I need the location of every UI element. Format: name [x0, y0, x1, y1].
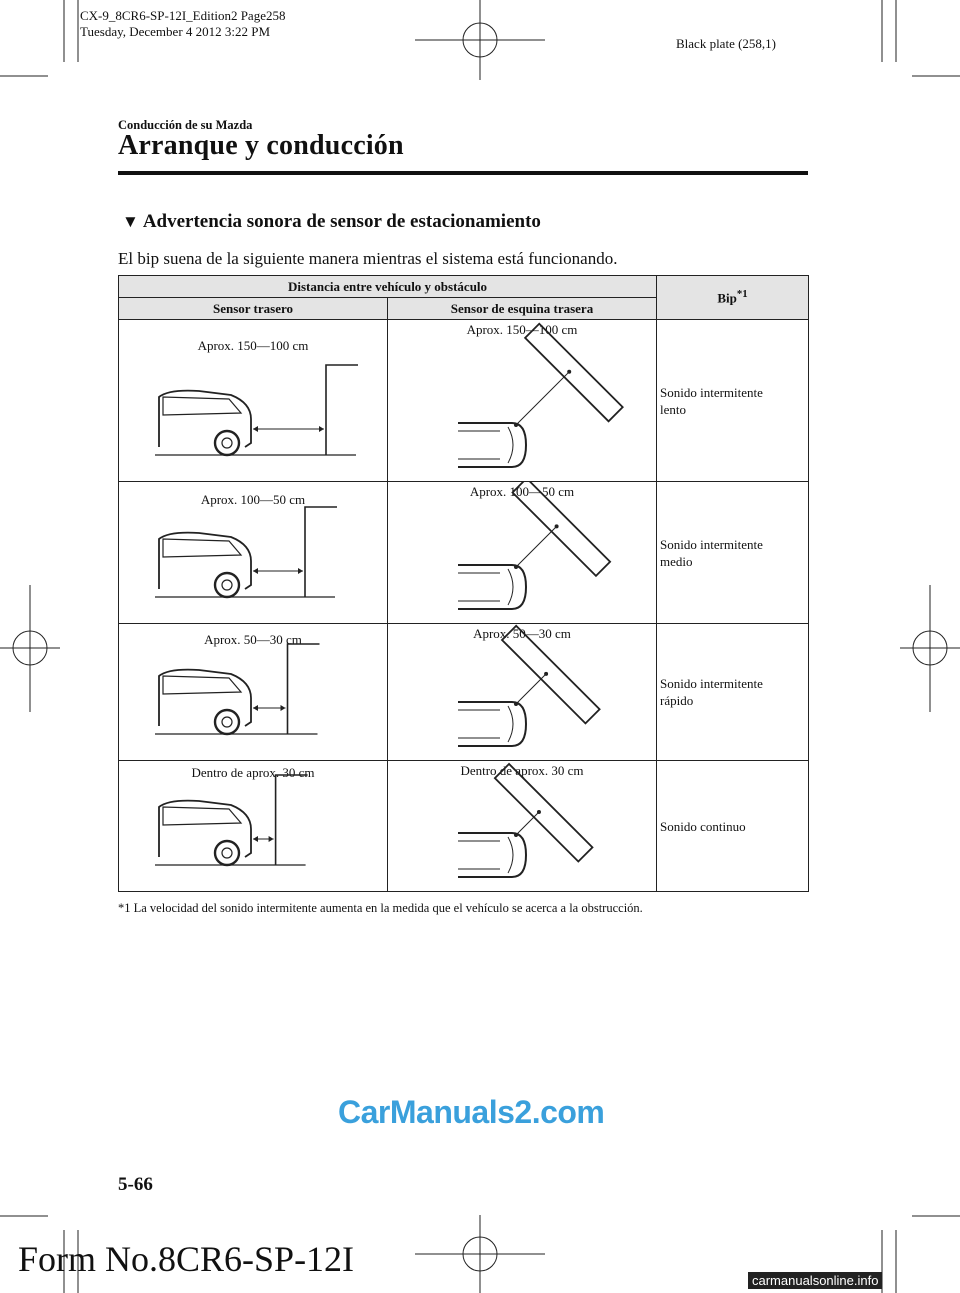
car-side-lines: [458, 573, 500, 601]
corner-obstacle: [513, 482, 611, 576]
rear-distance-label: Dentro de aprox. 30 cm: [191, 765, 315, 780]
wall-obstacle: [276, 775, 308, 865]
arrow-head-left: [253, 836, 258, 842]
rear-wheel: [215, 431, 239, 455]
rear-cell: [119, 624, 388, 761]
car-top-view: [458, 702, 526, 746]
car-rear-window: [508, 569, 513, 605]
header-corner-sensor: Sensor de esquina trasera: [388, 298, 657, 320]
arrow-end-obstacle: [537, 810, 541, 814]
footnote: *1 La velocidad del sonido intermitente aumenta en la medida que el vehículo se acerca a la obstrucción.: [118, 901, 643, 915]
car-side-lines: [458, 431, 500, 459]
rear-sensor-diagram: [119, 320, 387, 481]
wall-obstacle: [326, 365, 358, 455]
arrow-head-right: [281, 705, 286, 711]
rear-wheel: [215, 841, 239, 865]
arrow-end-obstacle: [567, 370, 571, 374]
corner-obstacle: [495, 764, 593, 862]
corner-cell: [388, 482, 657, 624]
corner-sensor-diagram: [388, 482, 656, 623]
rear-cell: [119, 482, 388, 624]
rear-cell: [119, 320, 388, 482]
heading-text: Advertencia sonora de sensor de estacionamiento: [142, 211, 541, 232]
rear-distance-label: Aprox. 50―30 cm: [204, 632, 302, 647]
corner-distance-label: Aprox. 50―30 cm: [473, 626, 571, 641]
corner-distance-label: Dentro de aprox. 30 cm: [460, 763, 584, 778]
arrow-head-right: [269, 836, 274, 842]
bip-text-2: lento: [660, 401, 686, 417]
page-number: 5-66: [118, 1174, 153, 1195]
corner-cell: [388, 761, 657, 892]
car-window: [163, 807, 241, 825]
arrow-head-left: [253, 568, 258, 574]
arrow-end-car: [514, 423, 518, 427]
rear-wheel-hub: [222, 580, 232, 590]
corner-sensor-diagram: [388, 320, 656, 481]
car-rear-window: [508, 427, 513, 463]
arrow-end-car: [514, 833, 518, 837]
watermark-logo: CarManuals2.com: [338, 1094, 605, 1130]
rear-sensor-diagram: [119, 761, 387, 891]
car-rear-window: [508, 706, 513, 742]
bip-text: Sonido intermitente: [660, 676, 763, 691]
rear-sensor-diagram: [119, 624, 387, 760]
car-top-view: [458, 833, 526, 877]
distance-arrow: [516, 372, 569, 425]
header-rear-sensor: Sensor trasero: [119, 298, 388, 320]
car-window: [163, 539, 241, 557]
wall-obstacle: [288, 644, 320, 734]
table-row: [119, 320, 809, 482]
bip-text: Sonido intermitente: [660, 536, 763, 552]
bip-cell: [657, 624, 809, 761]
corner-cell: [388, 320, 657, 482]
beep-table: [118, 275, 809, 892]
arrow-end-obstacle: [544, 672, 548, 676]
plate-info: Black plate (258,1): [676, 36, 776, 51]
table-row: [119, 482, 809, 624]
corner-sensor-diagram: [388, 761, 656, 891]
bip-cell: [657, 320, 809, 482]
corner-cell: [388, 624, 657, 761]
corner-distance-label: Aprox. 100―50 cm: [469, 484, 575, 499]
date-line: Tuesday, December 4 2012 3:22 PM: [80, 24, 271, 39]
car-rear-window: [508, 837, 513, 873]
car-side-lines: [458, 710, 500, 738]
rear-wheel-hub: [222, 717, 232, 727]
corner-sensor-diagram: [388, 624, 656, 760]
triangle-icon: ▼: [122, 212, 139, 231]
rear-cell: [119, 761, 388, 892]
distance-arrow: [516, 674, 546, 704]
table-header-row: [119, 276, 809, 298]
table-row: [119, 624, 809, 761]
car-window: [163, 676, 241, 694]
arrow-end-obstacle: [555, 524, 559, 528]
car-side-lines: [458, 841, 500, 869]
site-watermark: carmanualsonline.info: [748, 1272, 882, 1289]
rear-distance-label: Aprox. 150―100 cm: [197, 338, 309, 353]
file-info: [80, 8, 285, 40]
corner-distance-label: Aprox. 150―100 cm: [466, 322, 578, 337]
form-number: Form No.8CR6-SP-12I: [18, 1239, 355, 1279]
section-title: Conducción de su Mazda: [118, 118, 253, 132]
rear-wheel-hub: [222, 438, 232, 448]
arrow-end-car: [514, 565, 518, 569]
corner-obstacle: [525, 324, 623, 422]
file-line: CX-9_8CR6-SP-12I_Edition2 Page258: [80, 8, 286, 23]
bip-cell: [657, 482, 809, 624]
rear-distance-label: Aprox. 100―50 cm: [200, 492, 306, 507]
header-bip-label: Bip: [717, 290, 737, 306]
rear-wheel-hub: [222, 848, 232, 858]
chapter-rule: [118, 171, 808, 175]
rear-wheel: [215, 573, 239, 597]
bip-text: Sonido intermitente: [660, 384, 763, 400]
chapter-title: Arranque y conducción: [118, 130, 404, 161]
arrow-head-right: [319, 426, 324, 432]
intro-text: El bip suena de la siguiente manera mientras el sistema está funcionando.: [118, 249, 618, 268]
arrow-head-left: [253, 705, 258, 711]
header-distance: Distancia entre vehículo y obstáculo: [119, 276, 657, 298]
distance-arrow: [516, 526, 557, 567]
distance-arrow: [516, 812, 539, 835]
car-window: [163, 397, 241, 415]
bip-text-2: rápido: [660, 693, 694, 708]
car-top-view: [458, 423, 526, 467]
arrow-head-left: [253, 426, 258, 432]
header-bip: [657, 276, 809, 320]
table-row: [119, 761, 809, 892]
header-bip-footnote: *1: [736, 288, 748, 301]
rear-wheel: [215, 710, 239, 734]
rear-sensor-diagram: [119, 482, 387, 623]
wall-obstacle: [305, 507, 337, 597]
car-top-view: [458, 565, 526, 609]
corner-obstacle: [502, 626, 600, 724]
arrow-head-right: [298, 568, 303, 574]
subsection-heading: [122, 211, 541, 233]
arrow-end-car: [514, 702, 518, 706]
bip-text: Sonido continuo: [660, 818, 746, 834]
bip-cell: [657, 761, 809, 892]
bip-text-2: medio: [660, 553, 693, 569]
